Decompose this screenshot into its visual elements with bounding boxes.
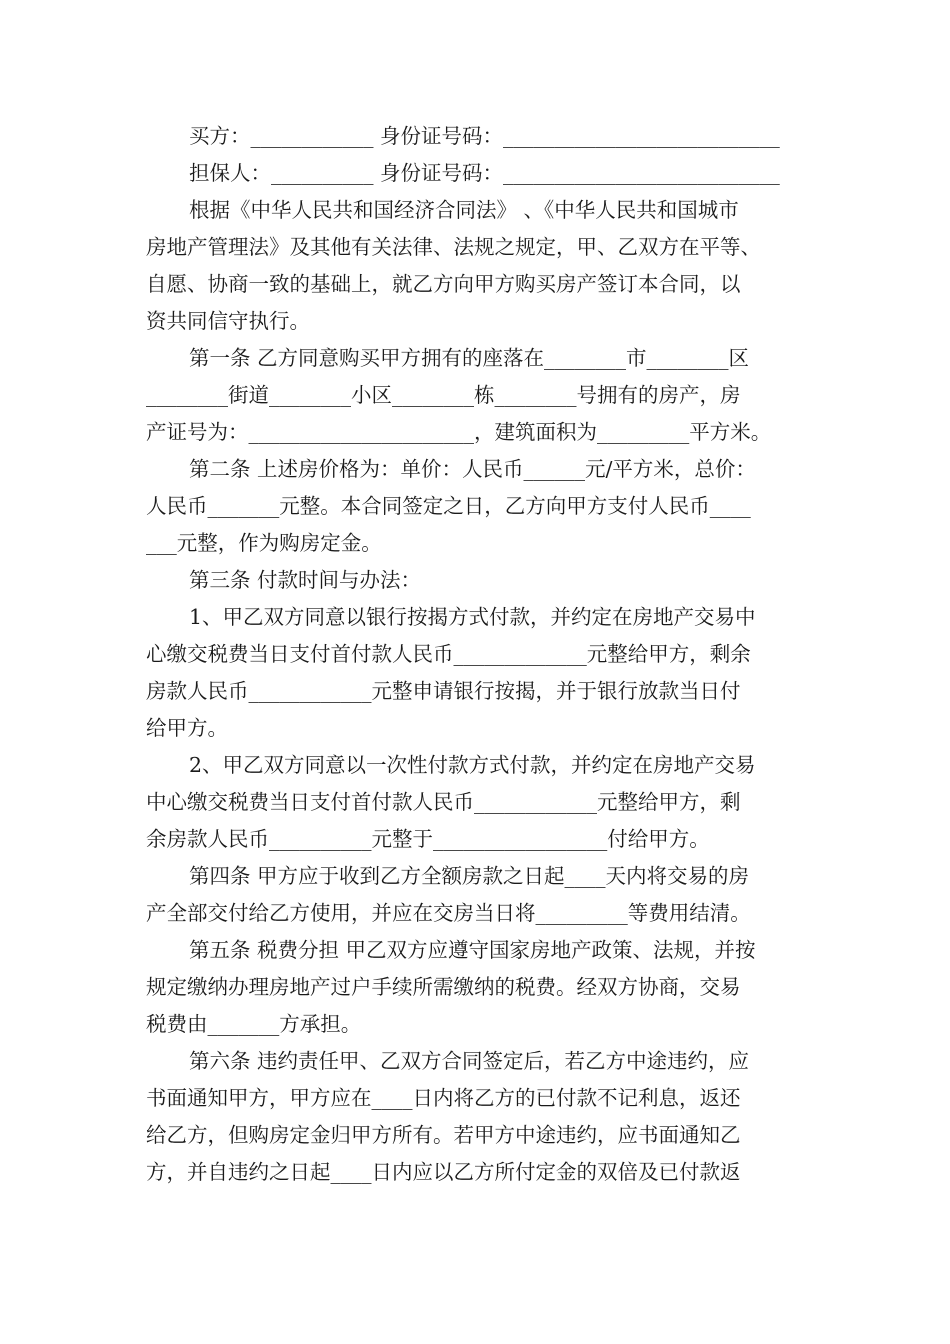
article-3-item-2: 中心缴交税费当日支付首付款人民币____________元整给甲方，剩: [146, 790, 741, 814]
article-2-line: 第二条 上述房价格为：单价：人民币______元/平方米，总价：: [189, 457, 756, 481]
paragraph-line: 根据《中华人民共和国经济合同法》 、《中华人民共和国城市: [189, 198, 739, 222]
article-3-item-1: 1、甲乙双方同意以银行按揭方式付款，并约定在房地产交易中: [189, 605, 756, 629]
contract-body: [146, 118, 806, 1191]
article-3-item-2: 余房款人民币__________元整于_________________付给甲方。: [146, 827, 710, 851]
guarantor-line: 担保人：__________ 身份证号码：___________________________: [189, 161, 780, 185]
article-5-line: 税费由_______方承担。: [146, 1012, 362, 1036]
article-3-item-2: 2、甲乙双方同意以一次性付款方式付款，并约定在房地产交易: [189, 753, 756, 777]
buyer-line: 买方：____________ 身份证号码：___________________________: [189, 124, 780, 148]
paragraph-line: 房地产管理法》及其他有关法律、法规之规定，甲、乙双方在平等、: [146, 235, 761, 259]
article-1-line: ________街道________小区________栋________号拥有的房产，房: [146, 383, 741, 407]
article-1-line: 产证号为：______________________，建筑面积为_________平方米。: [146, 420, 772, 444]
article-1-line: 第一条 乙方同意购买甲方拥有的座落在________市________区: [189, 346, 750, 370]
article-6-line: 给乙方，但购房定金归甲方所有。若甲方中途违约，应书面通知乙: [146, 1123, 741, 1147]
paragraph-line: 资共同信守执行。: [146, 309, 310, 333]
article-2-line: ___元整，作为购房定金。: [146, 531, 382, 555]
article-5-line: 规定缴纳办理房地产过户手续所需缴纳的税费。经双方协商，交易: [146, 975, 741, 999]
article-3-item-1: 给甲方。: [146, 716, 228, 740]
article-3-item-1: 心缴交税费当日支付首付款人民币_____________元整给甲方，剩余: [146, 642, 751, 666]
article-6-line: 第六条 违约责任甲、乙双方合同签定后，若乙方中途违约，应: [189, 1049, 750, 1073]
article-4-line: 第四条 甲方应于收到乙方全额房款之日起____天内将交易的房: [189, 864, 750, 888]
paragraph-line: 自愿、协商一致的基础上，就乙方向甲方购买房产签订本合同，以: [146, 272, 741, 296]
article-5-line: 第五条 税费分担 甲乙双方应遵守国家房地产政策、法规，并按: [189, 938, 756, 962]
article-4-line: 产全部交付给乙方使用，并应在交房当日将_________等费用结清。: [146, 901, 751, 925]
article-3-heading: 第三条 付款时间与办法：: [189, 568, 422, 592]
article-6-line: 书面通知甲方，甲方应在____日内将乙方的已付款不记利息，返还: [146, 1086, 741, 1110]
article-6-line: 方，并自违约之日起____日内应以乙方所付定金的双倍及已付款返: [146, 1160, 741, 1184]
article-3-item-1: 房款人民币____________元整申请银行按揭，并于银行放款当日付: [146, 679, 741, 703]
article-2-line: 人民币_______元整。本合同签定之日，乙方向甲方支付人民币____: [146, 494, 751, 518]
